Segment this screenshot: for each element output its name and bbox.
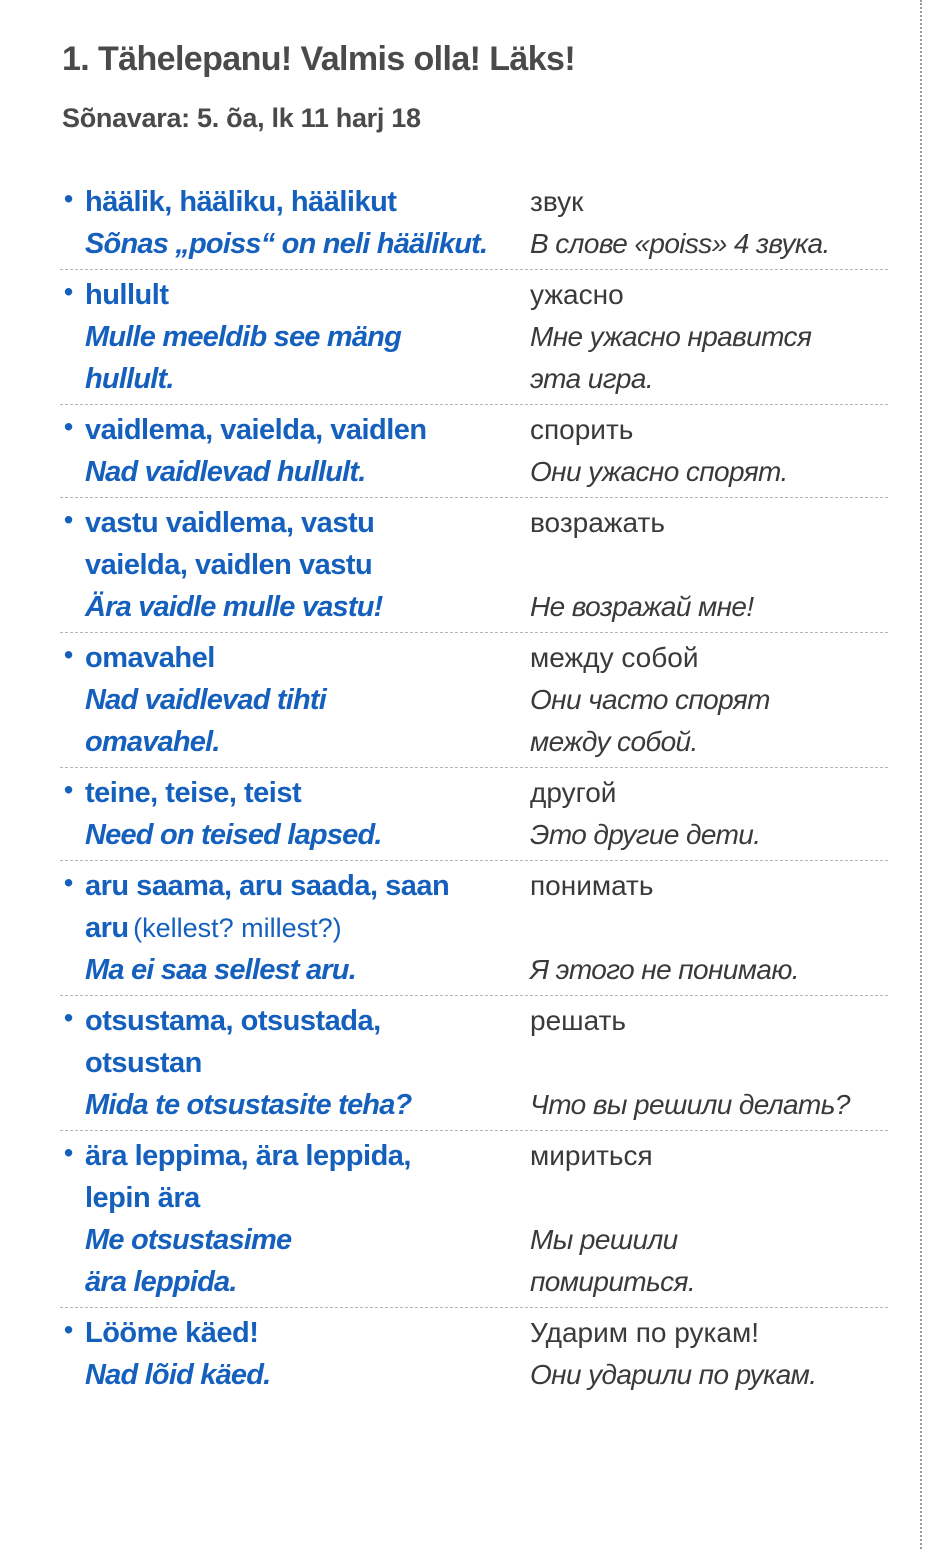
entry-line xyxy=(60,1219,888,1261)
entry-line xyxy=(60,949,888,991)
estonian-column xyxy=(60,411,530,447)
headword: aru saama, aru saada, saan xyxy=(85,869,450,902)
bullet-icon: • xyxy=(64,1137,74,1168)
example-sentence: Mulle meeldib see mäng xyxy=(85,320,401,353)
vocab-entry xyxy=(60,274,888,405)
estonian-column xyxy=(60,1224,530,1257)
translation: Ударим по рукам! xyxy=(530,1317,759,1348)
entry-line xyxy=(60,358,888,400)
example-translation: Они ужасно спорят. xyxy=(530,456,788,487)
entry-line xyxy=(60,1312,888,1354)
headword: vaielda, vaidlen vastu xyxy=(85,548,373,581)
bullet-icon: • xyxy=(64,1314,74,1345)
example-sentence: Ära vaidle mulle vastu! xyxy=(85,590,383,623)
vocab-entry xyxy=(60,637,888,768)
headword: omavahel xyxy=(85,641,215,674)
bullet-icon: • xyxy=(64,867,74,898)
estonian-column xyxy=(60,1002,530,1038)
estonian-column xyxy=(60,1266,530,1299)
headword: vastu vaidlema, vastu xyxy=(85,506,375,539)
entry-line xyxy=(60,1177,888,1219)
entry-line xyxy=(60,274,888,316)
estonian-column xyxy=(60,591,530,624)
vocab-entry xyxy=(60,772,888,861)
entry-line xyxy=(60,865,888,907)
example-translation: Это другие дети. xyxy=(530,819,761,850)
russian-column xyxy=(530,1089,888,1121)
entry-line xyxy=(60,1084,888,1126)
russian-column xyxy=(530,726,888,758)
bullet-icon: • xyxy=(64,1002,74,1033)
estonian-column xyxy=(60,774,530,810)
entry-line xyxy=(60,679,888,721)
example-sentence: ära leppida. xyxy=(85,1265,237,1298)
estonian-column xyxy=(60,954,530,987)
bullet-icon: • xyxy=(64,276,74,307)
example-translation: Что вы решили делать? xyxy=(530,1089,850,1120)
russian-column xyxy=(530,777,888,809)
headword: aru xyxy=(85,911,129,944)
russian-column xyxy=(530,1266,888,1298)
vocab-entry xyxy=(60,502,888,633)
example-sentence: Nad lõid käed. xyxy=(85,1358,271,1391)
estonian-column xyxy=(60,912,530,945)
vocab-entry xyxy=(60,181,888,270)
entry-line xyxy=(60,451,888,493)
entry-line xyxy=(60,502,888,544)
russian-column xyxy=(530,1224,888,1256)
grammar-note: (kellest? millest?) xyxy=(133,912,342,943)
estonian-column xyxy=(60,228,530,261)
example-sentence: Ma ei saa sellest aru. xyxy=(85,953,356,986)
vocabulary-reference: Sõnavara: 5. õa, lk 11 harj 18 xyxy=(62,103,421,133)
estonian-column xyxy=(60,276,530,312)
russian-column xyxy=(530,279,888,311)
estonian-column xyxy=(60,504,530,540)
vocabulary-list xyxy=(60,181,888,1404)
entry-line xyxy=(60,223,888,265)
entry-line xyxy=(60,1000,888,1042)
entry-line xyxy=(60,586,888,628)
example-sentence: Sõnas „poiss“ on neli häälikut. xyxy=(85,227,488,260)
headword: hullult xyxy=(85,278,169,311)
example-sentence: omavahel. xyxy=(85,725,220,758)
bullet-icon: • xyxy=(64,183,74,214)
russian-column xyxy=(530,507,888,539)
example-sentence: Nad vaidlevad hullult. xyxy=(85,455,366,488)
headword: lepin ära xyxy=(85,1181,200,1214)
example-sentence: Nad vaidlevad tihti xyxy=(85,683,327,716)
example-translation: между собой. xyxy=(530,726,698,757)
russian-column xyxy=(530,1140,888,1172)
example-translation: Они часто спорят xyxy=(530,684,770,715)
estonian-column xyxy=(60,321,530,354)
entry-line xyxy=(60,544,888,586)
page-edge-dotted-line xyxy=(920,0,922,1549)
estonian-column xyxy=(60,456,530,489)
entry-line xyxy=(60,907,888,949)
russian-column xyxy=(530,1359,888,1391)
estonian-column xyxy=(60,867,530,903)
translation: возражать xyxy=(530,507,665,538)
russian-column xyxy=(530,954,888,986)
headword: vaidlema, vaielda, vaidlen xyxy=(85,413,427,446)
entry-line xyxy=(60,1261,888,1303)
example-sentence: Mida te otsustasite teha? xyxy=(85,1088,412,1121)
example-translation: В слове «poiss» 4 звука. xyxy=(530,228,830,259)
entry-line xyxy=(60,721,888,763)
translation: решать xyxy=(530,1005,626,1036)
russian-column xyxy=(530,186,888,218)
estonian-column xyxy=(60,1359,530,1392)
vocab-entry xyxy=(60,1135,888,1308)
bullet-icon: • xyxy=(64,411,74,442)
entry-line xyxy=(60,1042,888,1084)
estonian-column xyxy=(60,1314,530,1350)
vocab-entry xyxy=(60,409,888,498)
entry-line xyxy=(60,1354,888,1396)
translation: между собой xyxy=(530,642,699,673)
translation: звук xyxy=(530,186,584,217)
section-title: 1. Tähelepanu! Valmis olla! Läks! xyxy=(62,40,576,78)
example-translation: Я этого не понимаю. xyxy=(530,954,799,985)
headword: häälik, hääliku, häälikut xyxy=(85,185,397,218)
example-translation: помириться. xyxy=(530,1266,696,1297)
estonian-column xyxy=(60,363,530,396)
estonian-column xyxy=(60,819,530,852)
entry-line xyxy=(60,181,888,223)
vocab-entry xyxy=(60,1312,888,1400)
estonian-column xyxy=(60,1182,530,1215)
estonian-column xyxy=(60,1089,530,1122)
translation: мириться xyxy=(530,1140,653,1171)
headword: teine, teise, teist xyxy=(85,776,302,809)
russian-column xyxy=(530,1317,888,1349)
bullet-icon: • xyxy=(64,504,74,535)
headword: otsustan xyxy=(85,1046,202,1079)
translation: ужасно xyxy=(530,279,624,310)
translation: понимать xyxy=(530,870,654,901)
example-translation: Мне ужасно нравится xyxy=(530,321,812,352)
estonian-column xyxy=(60,639,530,675)
russian-column xyxy=(530,819,888,851)
russian-column xyxy=(530,321,888,353)
example-translation: Они ударили по рукам. xyxy=(530,1359,817,1390)
example-sentence: Need on teised lapsed. xyxy=(85,818,382,851)
russian-column xyxy=(530,870,888,902)
estonian-column xyxy=(60,1137,530,1173)
bullet-icon: • xyxy=(64,639,74,670)
example-sentence: hullult. xyxy=(85,362,174,395)
entry-line xyxy=(60,772,888,814)
entry-line xyxy=(60,316,888,358)
example-translation: эта игра. xyxy=(530,363,654,394)
entry-line xyxy=(60,1135,888,1177)
translation: другой xyxy=(530,777,617,808)
entry-line xyxy=(60,814,888,856)
russian-column xyxy=(530,414,888,446)
russian-column xyxy=(530,228,888,260)
entry-line xyxy=(60,637,888,679)
bullet-icon: • xyxy=(64,774,74,805)
translation: спорить xyxy=(530,414,634,445)
russian-column xyxy=(530,456,888,488)
estonian-column xyxy=(60,183,530,219)
estonian-column xyxy=(60,1047,530,1080)
vocab-entry xyxy=(60,1000,888,1131)
estonian-column xyxy=(60,684,530,717)
example-translation: Мы решили xyxy=(530,1224,678,1255)
estonian-column xyxy=(60,549,530,582)
russian-column xyxy=(530,684,888,716)
entry-line xyxy=(60,409,888,451)
estonian-column xyxy=(60,726,530,759)
russian-column xyxy=(530,591,888,623)
vocab-entry xyxy=(60,865,888,996)
russian-column xyxy=(530,363,888,395)
headword: otsustama, otsustada, xyxy=(85,1004,381,1037)
example-translation: Не возражай мне! xyxy=(530,591,754,622)
russian-column xyxy=(530,1005,888,1037)
example-sentence: Me otsustasime xyxy=(85,1223,292,1256)
headword: Lööme käed! xyxy=(85,1316,259,1349)
headword: ära leppima, ära leppida, xyxy=(85,1139,411,1172)
russian-column xyxy=(530,642,888,674)
